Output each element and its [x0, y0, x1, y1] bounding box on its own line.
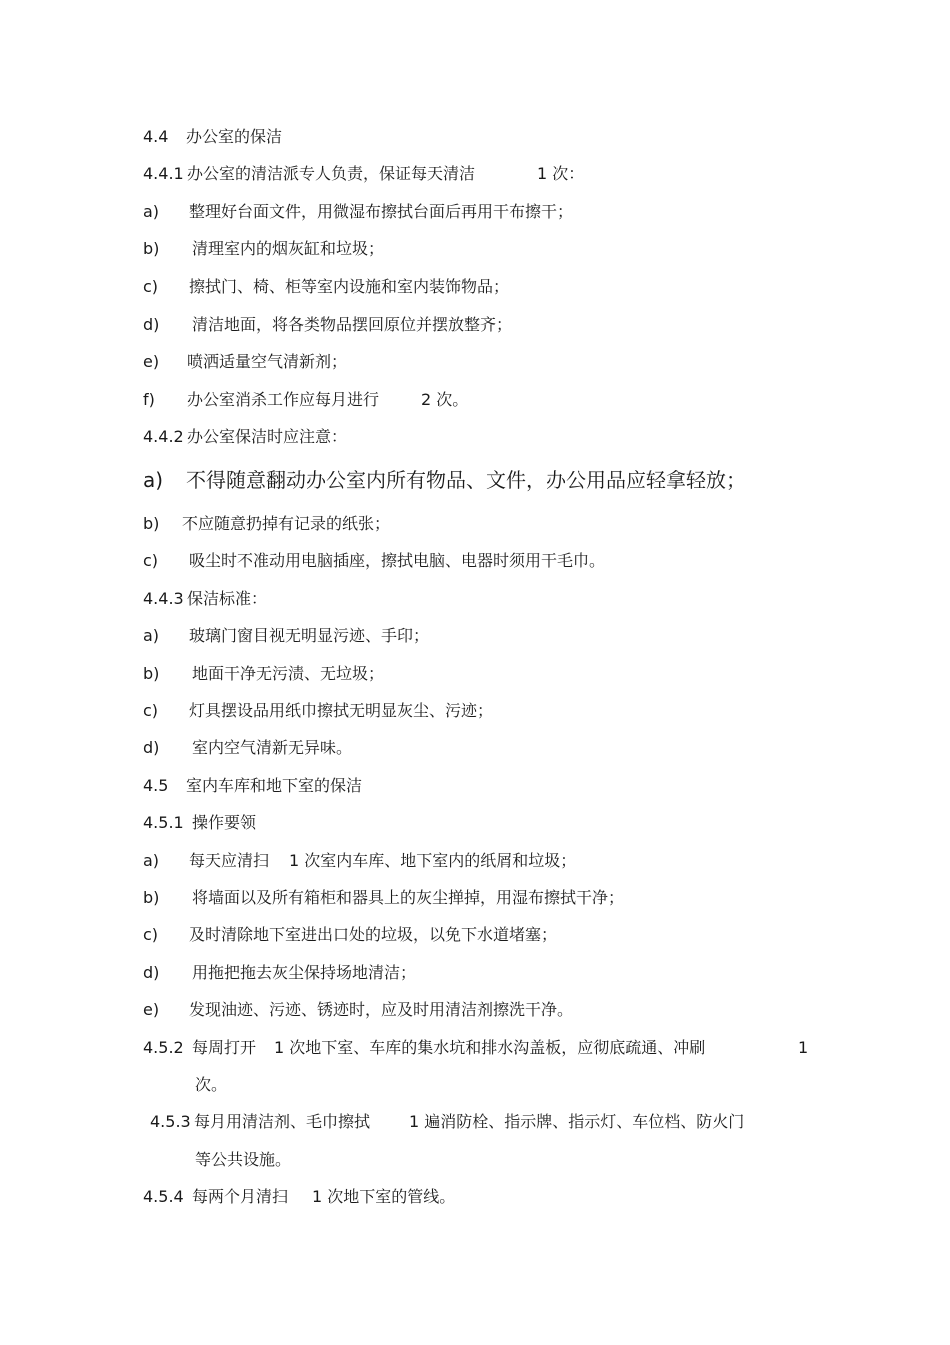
list-text: 发现油迹、污迹、锈迹时，应及时用清洁剂擦洗干净。	[189, 1000, 574, 1019]
wrapped-line: 次。	[195, 1075, 228, 1094]
subsection-text: 每两个月清扫	[192, 1187, 289, 1206]
list-marker: d)	[143, 963, 160, 982]
subsection-number: 4.4.2	[143, 427, 184, 446]
list-text: 吸尘时不准动用电脑插座，擦拭电脑、电器时须用干毛巾。	[189, 551, 606, 570]
section-title: 室内车库和地下室的保洁	[186, 776, 363, 795]
frequency-text: 1 次：	[537, 164, 585, 183]
list-marker: a)	[143, 202, 160, 221]
list-marker: a)	[143, 626, 160, 645]
list-marker: b)	[143, 888, 160, 907]
list-text: 办公室消杀工作应每月进行	[187, 390, 380, 409]
list-marker: d)	[143, 738, 160, 757]
subsection-text: 保洁标准：	[187, 589, 268, 608]
list-marker: f)	[143, 390, 155, 409]
subsection-number: 4.4.1	[143, 164, 184, 183]
list-marker: b)	[143, 239, 160, 258]
list-marker: c)	[143, 925, 159, 944]
subsection-text: 每月用清洁剂、毛巾擦拭	[194, 1112, 371, 1131]
list-marker: c)	[143, 701, 159, 720]
subsection-text: 操作要领	[192, 813, 257, 832]
list-text: 清洁地面，将各类物品摆回原位并摆放整齐；	[192, 315, 513, 334]
frequency-text: 2 次。	[421, 390, 469, 409]
list-text: 不得随意翻动办公室内所有物品、文件，办公用品应轻拿轻放；	[186, 468, 746, 492]
subsection-number: 4.5.4	[143, 1187, 184, 1206]
list-text: 清理室内的烟灰缸和垃圾；	[192, 239, 385, 258]
list-marker: b)	[143, 514, 160, 533]
list-text: 每天应清扫	[189, 851, 270, 870]
list-text: 用拖把拖去灰尘保持场地清洁；	[192, 963, 417, 982]
list-text: 及时清除地下室进出口处的垃圾，以免下水道堵塞；	[189, 925, 558, 944]
list-marker: c)	[143, 551, 159, 570]
list-marker: d)	[143, 315, 160, 334]
list-text: 玻璃门窗目视无明显污迹、手印；	[189, 626, 430, 645]
subsection-number: 4.5.2	[143, 1038, 184, 1057]
subsection-text-continued: 1 遍消防栓、指示牌、指示灯、车位档、防火门	[409, 1112, 745, 1131]
list-marker: c)	[143, 277, 159, 296]
section-number: 4.4	[143, 127, 169, 146]
list-marker: e)	[143, 352, 160, 371]
list-text: 整理好台面文件，用微湿布擦拭台面后再用干布擦干；	[189, 202, 574, 221]
list-marker: a)	[143, 468, 164, 492]
list-text: 擦拭门、椅、柜等室内设施和室内装饰物品；	[189, 277, 510, 296]
subsection-text: 每周打开	[192, 1038, 257, 1057]
list-text: 喷洒适量空气清新剂；	[187, 352, 348, 371]
frequency-number: 1	[798, 1038, 809, 1057]
section-title: 办公室的保洁	[186, 127, 283, 146]
subsection-number: 4.4.3	[143, 589, 184, 608]
list-text-continued: 1 次室内车库、地下室内的纸屑和垃圾；	[289, 851, 577, 870]
list-marker: e)	[143, 1000, 160, 1019]
list-text: 地面干净无污渍、无垃圾；	[192, 664, 385, 683]
subsection-text-continued: 1 次地下室的管线。	[312, 1187, 456, 1206]
section-number: 4.5	[143, 776, 169, 795]
list-text: 灯具摆设品用纸巾擦拭无明显灰尘、污迹；	[189, 701, 494, 720]
list-text: 不应随意扔掉有记录的纸张；	[182, 514, 391, 533]
subsection-text: 办公室保洁时应注意：	[187, 427, 348, 446]
wrapped-line: 等公共设施。	[195, 1150, 292, 1169]
list-text: 室内空气清新无异味。	[192, 738, 353, 757]
list-text: 将墙面以及所有箱柜和器具上的灰尘掸掉，用湿布擦拭干净；	[192, 888, 625, 907]
list-marker: b)	[143, 664, 160, 683]
subsection-number: 4.5.1	[143, 813, 184, 832]
subsection-text: 办公室的清洁派专人负责，保证每天清洁	[187, 164, 476, 183]
subsection-text-continued: 1 次地下室、车库的集水坑和排水沟盖板，应彻底疏通、冲刷	[274, 1038, 706, 1057]
list-marker: a)	[143, 851, 160, 870]
subsection-number: 4.5.3	[150, 1112, 191, 1131]
